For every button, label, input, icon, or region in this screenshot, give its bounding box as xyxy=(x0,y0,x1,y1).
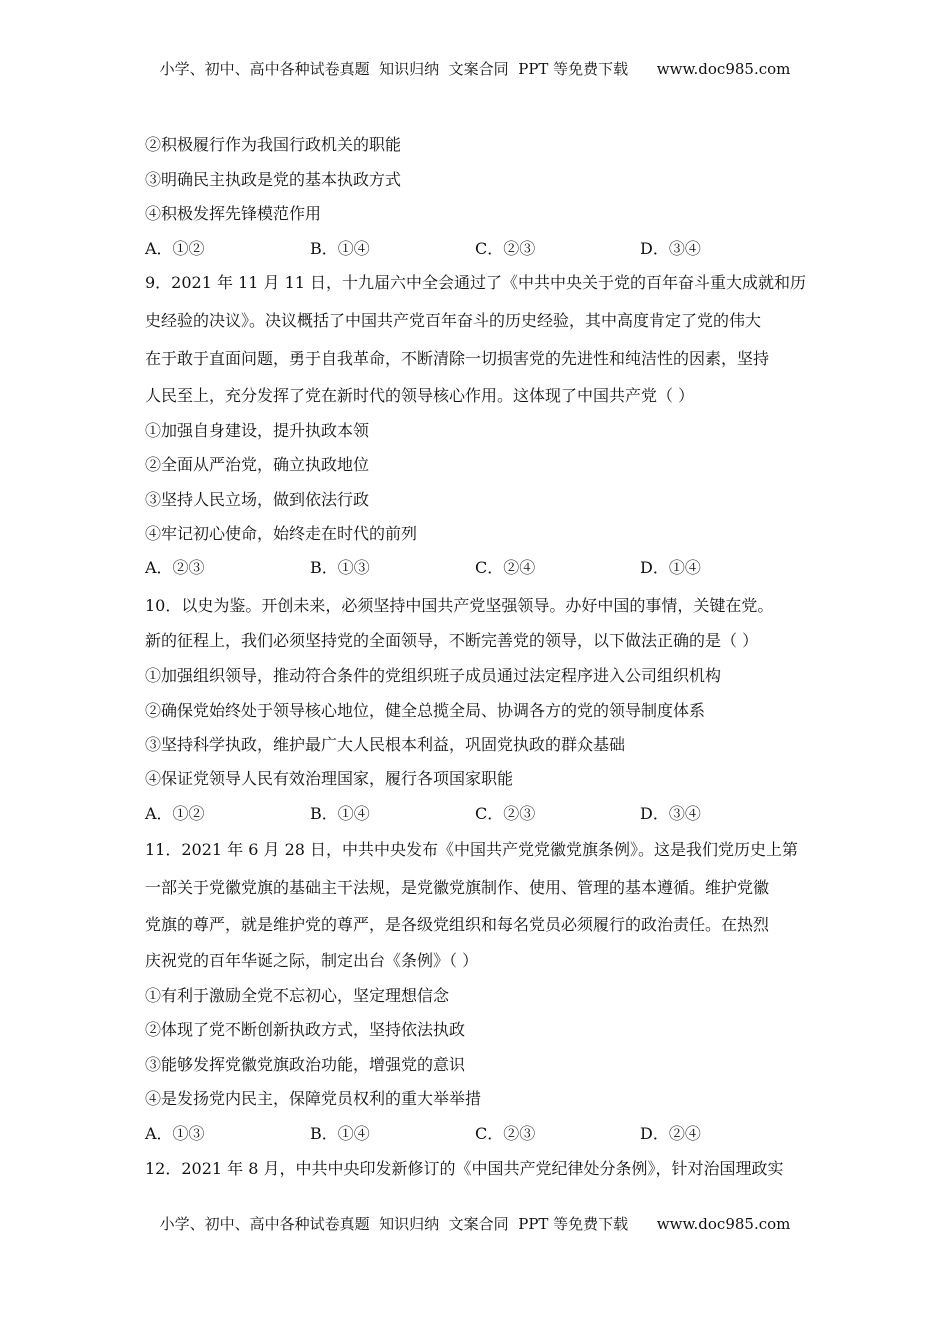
q11-stem-line-1: 11．2021 年 6 月 28 日，中共中央发布《中国共产党党徽党旗条例》。这是我们党历史上第 xyxy=(145,840,799,859)
q11-stem-line-3: 党旗的尊严，就是维护党的尊严，是各级党组织和每名党员必须履行的政治责任。在热烈 xyxy=(145,915,770,934)
q8-option-d[interactable]: D．③④ xyxy=(640,239,701,258)
q8-option-a[interactable]: A．①② xyxy=(145,239,205,258)
q9-item-3: ③坚持人民立场，做到依法行政 xyxy=(145,490,370,509)
q8-item-4: ④积极发挥先锋模范作用 xyxy=(145,204,322,223)
q11-item-4: ④是发扬党内民主，保障党员权利的重大举举措 xyxy=(145,1089,482,1108)
q10-option-a[interactable]: A．①② xyxy=(145,804,205,823)
q11-item-2: ②体现了党不断创新执政方式，坚持依法执政 xyxy=(145,1020,466,1039)
q11-option-b[interactable]: B．①④ xyxy=(310,1124,370,1143)
q10-item-2: ②确保党始终处于领导核心地位，健全总揽全局、协调各方的党的领导制度体系 xyxy=(145,701,706,720)
q9-stem-line-4: 人民至上，充分发挥了党在新时代的领导核心作用。这体现了中国共产党（ ） xyxy=(145,386,695,405)
q11-item-1: ①有利于激励全党不忘初心，坚定理想信念 xyxy=(145,986,450,1005)
q12-stem-line-1: 12．2021 年 8 月，中共中央印发新修订的《中国共产党纪律处分条例》，针对治国理政实 xyxy=(145,1159,784,1178)
q8-item-3: ③明确民主执政是党的基本执政方式 xyxy=(145,170,402,189)
q10-option-b[interactable]: B．①④ xyxy=(310,804,370,823)
q9-stem-line-3: 在于敢于直面问题，勇于自我革命，不断清除一切损害党的先进性和纯洁性的因素，坚持 xyxy=(145,349,770,368)
q10-option-d[interactable]: D．③④ xyxy=(640,804,701,823)
q10-stem-line-1: 10．以史为鉴。开创未来，必须坚持中国共产党坚强领导。办好中国的事情，关键在党。 xyxy=(145,596,774,615)
q11-stem-line-2: 一部关于党徽党旗的基础主干法规，是党徽党旗制作、使用、管理的基本遵循。维护党徽 xyxy=(145,878,770,897)
q9-item-4: ④牢记初心使命，始终走在时代的前列 xyxy=(145,524,418,543)
q11-stem-line-4: 庆祝党的百年华诞之际，制定出台《条例》（ ） xyxy=(145,951,479,970)
q9-item-1: ①加强自身建设，提升执政本领 xyxy=(145,421,370,440)
q9-stem-line-2: 史经验的决议》。决议概括了中国共产党百年奋斗的历史经验，其中高度肯定了党的伟大 xyxy=(145,311,762,330)
q10-item-4: ④保证党领导人民有效治理国家，履行各项国家职能 xyxy=(145,769,514,788)
q9-option-d[interactable]: D．①④ xyxy=(640,558,701,577)
q11-item-3: ③能够发挥党徽党旗政治功能，增强党的意识 xyxy=(145,1055,466,1074)
q8-item-2: ②积极履行作为我国行政机关的职能 xyxy=(145,135,402,154)
q11-option-c[interactable]: C．②③ xyxy=(475,1124,536,1143)
page-header: 小学、初中、高中各种试卷真题 知识归纳 文案合同 PPT 等免费下载 www.doc985.com xyxy=(159,60,791,78)
q10-item-3: ③坚持科学执政，维护最广大人民根本利益，巩固党执政的群众基础 xyxy=(145,735,626,754)
q9-item-2: ②全面从严治党，确立执政地位 xyxy=(145,455,370,474)
q11-option-d[interactable]: D．②④ xyxy=(640,1124,701,1143)
q9-option-a[interactable]: A．②③ xyxy=(145,558,205,577)
q10-option-c[interactable]: C．②③ xyxy=(475,804,536,823)
q9-stem-line-1: 9．2021 年 11 月 11 日，十九届六中全会通过了《中共中央关于党的百年奋斗重大成就和历 xyxy=(145,273,807,292)
q10-item-1: ①加强组织领导，推动符合条件的党组织班子成员通过法定程序进入公司组织机构 xyxy=(145,666,722,685)
page-footer: 小学、初中、高中各种试卷真题 知识归纳 文案合同 PPT 等免费下载 www.doc985.com xyxy=(159,1215,791,1233)
q8-option-b[interactable]: B．①④ xyxy=(310,239,370,258)
q11-option-a[interactable]: A．①③ xyxy=(145,1124,205,1143)
q8-option-c[interactable]: C．②③ xyxy=(475,239,536,258)
q10-stem-line-2: 新的征程上，我们必须坚持党的全面领导，不断完善党的领导，以下做法正确的是（ ） xyxy=(145,631,759,650)
q9-option-c[interactable]: C．②④ xyxy=(475,558,536,577)
q9-option-b[interactable]: B．①③ xyxy=(310,558,370,577)
